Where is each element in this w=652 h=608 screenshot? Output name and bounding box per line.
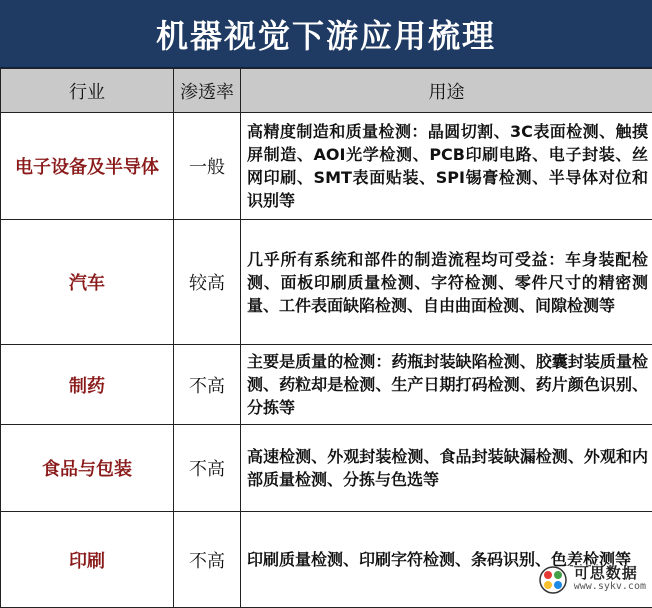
industry-cell: 制药	[1, 345, 174, 425]
use-cell: 高精度制造和质量检测：晶圆切割、3C表面检测、触摸屏制造、AOI光学检测、PCB印刷电路、电子封装、丝网印刷、SMT表面贴装、SPI锡膏检测、半导体对位和识别等	[241, 113, 652, 220]
table-row	[1, 220, 652, 345]
page-title: 机器视觉下游应用梳理	[156, 11, 496, 57]
header-industry: 行业	[1, 69, 174, 113]
use-cell: 主要是质量的检测：药瓶封装缺陷检测、胶囊封装质量检测、药粒却是检测、生产日期打码检测、药片颜色识别、分拣等	[241, 345, 652, 425]
watermark-url: www.sykv.com	[574, 580, 646, 593]
industry-cell: 电子设备及半导体	[1, 113, 174, 220]
table-row	[1, 113, 652, 220]
title-bar	[0, 0, 652, 68]
use-cell: 印刷质量检测、印刷字符检测、条码识别、色差检测等	[241, 512, 652, 608]
application-table	[0, 68, 652, 608]
industry-cell: 印刷	[1, 512, 174, 608]
use-cell: 几乎所有系统和部件的制造流程均可受益：车身装配检测、面板印刷质量检测、字符检测、零件尺寸的精密测量、工件表面缺陷检测、自由曲面检测、间隙检测等	[241, 220, 652, 345]
table-row	[1, 345, 652, 425]
watermark-name: 可思数据	[574, 567, 646, 580]
header-penetration: 渗透率	[174, 69, 241, 113]
industry-cell: 汽车	[1, 220, 174, 345]
penetration-cell: 一般	[174, 113, 241, 220]
industry-cell: 食品与包装	[1, 425, 174, 512]
table-row	[1, 425, 652, 512]
brand-logo-icon	[538, 565, 568, 595]
penetration-cell: 不高	[174, 512, 241, 608]
watermark	[538, 562, 646, 598]
penetration-cell: 不高	[174, 425, 241, 512]
table-header-row	[1, 69, 652, 113]
penetration-cell: 较高	[174, 220, 241, 345]
header-use: 用途	[241, 69, 652, 113]
use-cell: 高速检测、外观封装检测、食品封装缺漏检测、外观和内部质量检测、分拣与色选等	[241, 425, 652, 512]
penetration-cell: 不高	[174, 345, 241, 425]
